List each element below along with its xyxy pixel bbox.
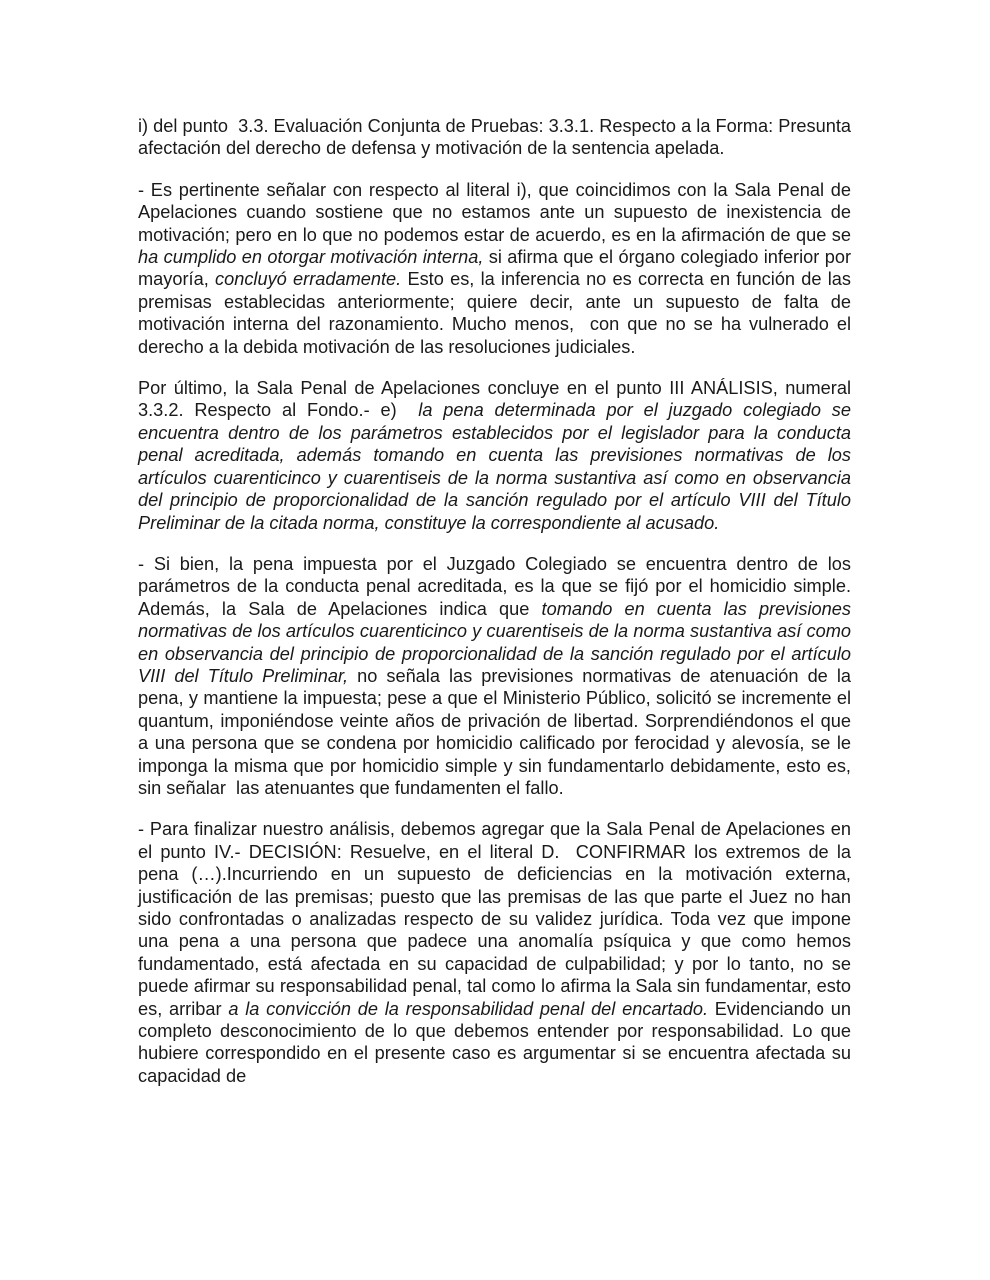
text-segment: - Es pertinente señalar con respecto al literal i), que coincidimos con la Sala Penal de Apelaciones cuando sostiene que no estamos ante un supuesto de inexistencia de motivación; pero en lo que no podemos estar de acuerdo, es en la afirmación de que se — [138, 179, 857, 245]
text-segment: no señala las previsiones normativas de atenuación de la pena, y mantiene la impuesta; pese a que el Ministerio Público, solicitó se incremente el quantum, imponiéndose veinte años de privación de libertad. Sorprendiéndonos el que a una persona que se condena por homicidio calificado por ferocidad y alevosía, se le imponga la misma que por homicidio simple y sin fundamentarlo debidamente, esto es, sin señalar las atenuantes que fundamenten el fallo. — [138, 665, 857, 798]
italic-quote: a la convicción de la responsabilidad penal del encartado. — [228, 998, 709, 1019]
paragraph-1 — [138, 115, 857, 160]
paragraph-5 — [138, 818, 862, 1087]
paragraph-3 — [138, 377, 857, 534]
text-segment: si afirma que el órgano colegiado inferior por mayoría, — [138, 247, 857, 290]
italic-quote: concluyó erradamente. — [215, 269, 402, 290]
text-segment: - Para finalizar nuestro análisis, debemos agregar que la Sala Penal de Apelaciones en el punto IV.- DECISIÓN: Resuelve, en el literal D. CONFIRMAR los extremos de la pena (…).Incurriendo en un supuesto de deficiencias en la motivación externa, justificación de las premisas; puesto que las premisas de las que parte el Juez no han sido confrontadas o analizadas respecto de su validez jurídica. Toda vez que impone una pena a una persona que padece una anomalía psíquica y que como hemos fundamentado, está afectada en su capacidad de culpabilidad; y por lo tanto, no se puede afirmar su responsabilidad penal, tal como lo afirma la Sala sin fundamentar, esto es, arribar — [138, 819, 862, 1019]
text-segment: Esto es, la inferencia no es correcta en función de las premisas establecidas anteriormente; quiere decir, ante un supuesto de falta de motivación interna del razonamiento. Mucho menos, con que no se ha vulnerado el derecho a la debida motivación de las resoluciones judiciales. — [138, 269, 857, 357]
text-segment: - Si bien, la pena impuesta por el Juzgado Colegiado se encuentra dentro de los parámetros de la conducta penal acreditada, es la que se fijó por el homicidio simple. Además, la Sala de Apelaciones indica que — [138, 553, 857, 619]
document-page — [138, 115, 862, 1106]
text-segment: Por último, la Sala Penal de Apelaciones concluye en el punto III ANÁLISIS, numeral 3.3.2. Respecto al Fondo.- e) — [138, 378, 857, 421]
italic-quote: ha cumplido en otorgar motivación interna, — [138, 247, 484, 268]
italic-quote: la pena determinada por el juzgado colegiado se encuentra dentro de los parámetros establecidos por el legislador para la conducta penal acreditada, además tomando en cuenta las previsiones normativas de los artículos cuarenticinco y cuarentiseis de la norma sustantiva así como en observancia del principio de proporcionalidad de la sanción regulado por el artículo VIII del Título Preliminar de la citada norma, constituye la correspondiente al acusado. — [138, 400, 851, 533]
text-segment: Evidenciando un completo desconocimiento de lo que debemos entender por responsabilidad. Lo que hubiere correspondido en el presente caso es argumentar si se encuentra afectada su capacidad de — [138, 998, 857, 1086]
italic-quote: tomando en cuenta las previsiones normativas de los artículos cuarenticinco y cuarentiseis de la norma sustantiva así como en observancia del principio de proporcionalidad de la sanción regulado por el artículo VIII del Título Preliminar, — [138, 598, 851, 686]
paragraph-2 — [138, 179, 857, 358]
text-segment: i) del punto 3.3. Evaluación Conjunta de Pruebas: 3.3.1. Respecto a la Forma: Presunta afectación del derecho de defensa y motivación de la sentencia apelada. — [138, 116, 857, 159]
paragraph-4 — [138, 553, 857, 799]
